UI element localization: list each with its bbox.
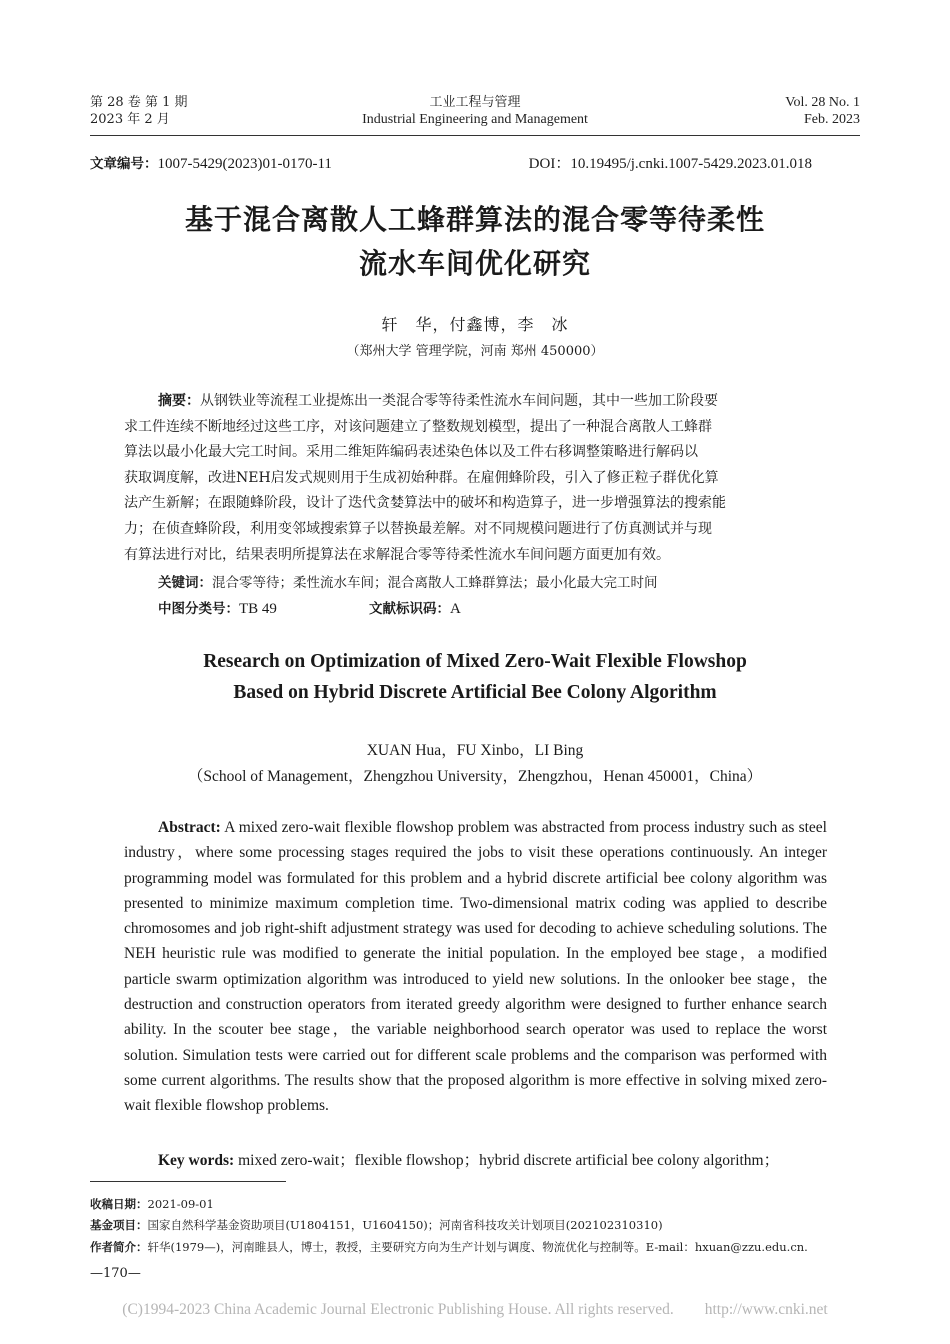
header-date-en: Feb. 2023 <box>804 112 860 127</box>
keywords-cn-text: 混合零等待；柔性流水车间；混合离散人工蜂群算法；最小化最大完工时间 <box>212 575 658 591</box>
abstract-cn-line: 法产生新解；在跟随蜂阶段，设计了迭代贪婪算法中的破坏和构造算子，进一步增强算法的搜索能 <box>124 495 726 512</box>
abstract-cn-line: 算法以最小化最大完工时间。采用二维矩阵编码表述染色体以及工件右移调整策略进行解码以 <box>124 444 698 461</box>
authors-cn: 轩 华，付鑫博，李 冰 <box>381 315 569 334</box>
abstract-en-label: Abstract: <box>158 819 221 836</box>
page-number: —170— <box>90 1266 141 1281</box>
header-date: 2023 年 2 月 <box>90 112 170 127</box>
article-number-label: 文章编号： <box>90 156 158 172</box>
abstract-en <box>124 815 827 1119</box>
authors-en: XUAN Hua，FU Xinbo，LI Bing <box>366 742 584 759</box>
header-rule <box>90 135 860 136</box>
abstract-cn-line: 获取调度解，改进NEH启发式规则用于生成初始种群。在雇佣蜂阶段，引入了修正粒子群优化算 <box>124 469 719 486</box>
clc-label: 中图分类号： <box>158 601 239 617</box>
header-journal-cn: 工业工程与管理 <box>429 95 521 110</box>
footnote-rule <box>90 1181 286 1182</box>
keywords-en-text: mixed zero-wait；flexible flowshop；hybrid discrete artificial bee colony algorithm； <box>238 1152 780 1169</box>
article-number-value: 1007-5429(2023)01-0170-11 <box>157 156 332 172</box>
abstract-cn-label: 摘要： <box>158 393 200 409</box>
abstract-cn-line: 力；在侦查蜂阶段，利用变邻域搜索算子以替换最差解。对不同规模问题进行了仿真测试并与现 <box>124 520 712 537</box>
doi: DOI：10.19495/j.cnki.1007-5429.2023.01.018 <box>528 156 812 172</box>
affiliation-en: （School of Management，Zhengzhou University，Zhengzhou，Henan 450001，China） <box>187 768 763 785</box>
title-cn-line2: 流水车间优化研究 <box>358 247 591 280</box>
keywords-cn-label: 关键词： <box>158 575 212 591</box>
clc <box>158 597 277 618</box>
header-volume-issue: 第 28 卷 第 1 期 <box>90 95 188 110</box>
doc-code-label: 文献标识码： <box>369 601 450 617</box>
abstract-en-text: A mixed zero-wait flexible flowshop problem was abstracted from process industry such as steel industry，where some processing stages required the jobs to visit these operations continuously. An integer programming model was formulated for this problem and a hybrid discrete artificial bee colony algorithm was presented to minimize maximum completion time. Two-dimensional matrix coding was applied to describe chromosomes and job right-shift adjustment strategy was used for decoding to achieve scheduling solutions. The NEH heuristic rule was modified to generate the initial population. In the employed bee stage，a modified particle swarm optimization algorithm was introduced to yield new solutions. In the onlooker bee stage，the destruction and construction operators from iterated greedy algorithm were designed to further enhance search ability. In the scouter bee stage，the variable neighborhood search operator was used to replace the worst solution. Simulation tests were carried out for different scale problems and the comparison was performed with some current algorithms. The results show that the proposed algorithm is more effective in solving mixed zero-wait flexible flowshop problems. <box>124 819 827 1115</box>
footnote-fund: 基金项目：国家自然科学基金资助项目(U1804151，U1604150)；河南省科技攻关计划项目(202102310310) <box>90 1218 663 1232</box>
abstract-cn-line: 求工件连续不断地经过这些工序，对该问题建立了整数规划模型，提出了一种混合离散人工蜂群 <box>124 418 712 435</box>
doc-code-value: A <box>450 601 461 617</box>
doc-code <box>369 597 461 618</box>
title-en-line1: Research on Optimization of Mixed Zero-Wait Flexible Flowshop <box>203 651 747 672</box>
abstract-cn-line: 摘要：从钢铁业等流程工业提炼出一类混合零等待柔性流水车间问题，其中一些加工阶段要 <box>158 393 718 409</box>
keywords-cn <box>158 571 658 591</box>
abstract-cn <box>124 389 827 568</box>
article-number <box>90 152 332 173</box>
copyright-notice: (C)1994-2023 China Academic Journal Electronic Publishing House. All rights reserved. http://www.cnki.net <box>122 1301 828 1318</box>
clc-value: TB 49 <box>239 601 277 617</box>
header-volume-en: Vol. 28 No. 1 <box>785 95 860 110</box>
title-cn-line1: 基于混合离散人工蜂群算法的混合零等待柔性 <box>184 203 765 236</box>
keywords-en-label: Key words: <box>158 1152 235 1169</box>
title-en-line2: Based on Hybrid Discrete Artificial Bee Colony Algorithm <box>233 682 717 703</box>
abstract-cn-line: 有算法进行对比，结果表明所提算法在求解混合零等待柔性流水车间问题方面更加有效。 <box>124 546 670 563</box>
keywords-en <box>158 1148 779 1170</box>
affiliation-cn: （郑州大学 管理学院，河南 郑州 450000） <box>346 344 604 359</box>
header-journal-en: Industrial Engineering and Management <box>362 112 588 127</box>
footnote-author: 作者简介：轩华(1979—)，河南睢县人，博士，教授，主要研究方向为生产计划与调度、物流优化与控制等。E-mail：hxuan@zzu.edu.cn. <box>90 1240 808 1254</box>
footnote-received: 收稿日期：2021-09-01 <box>90 1197 214 1211</box>
